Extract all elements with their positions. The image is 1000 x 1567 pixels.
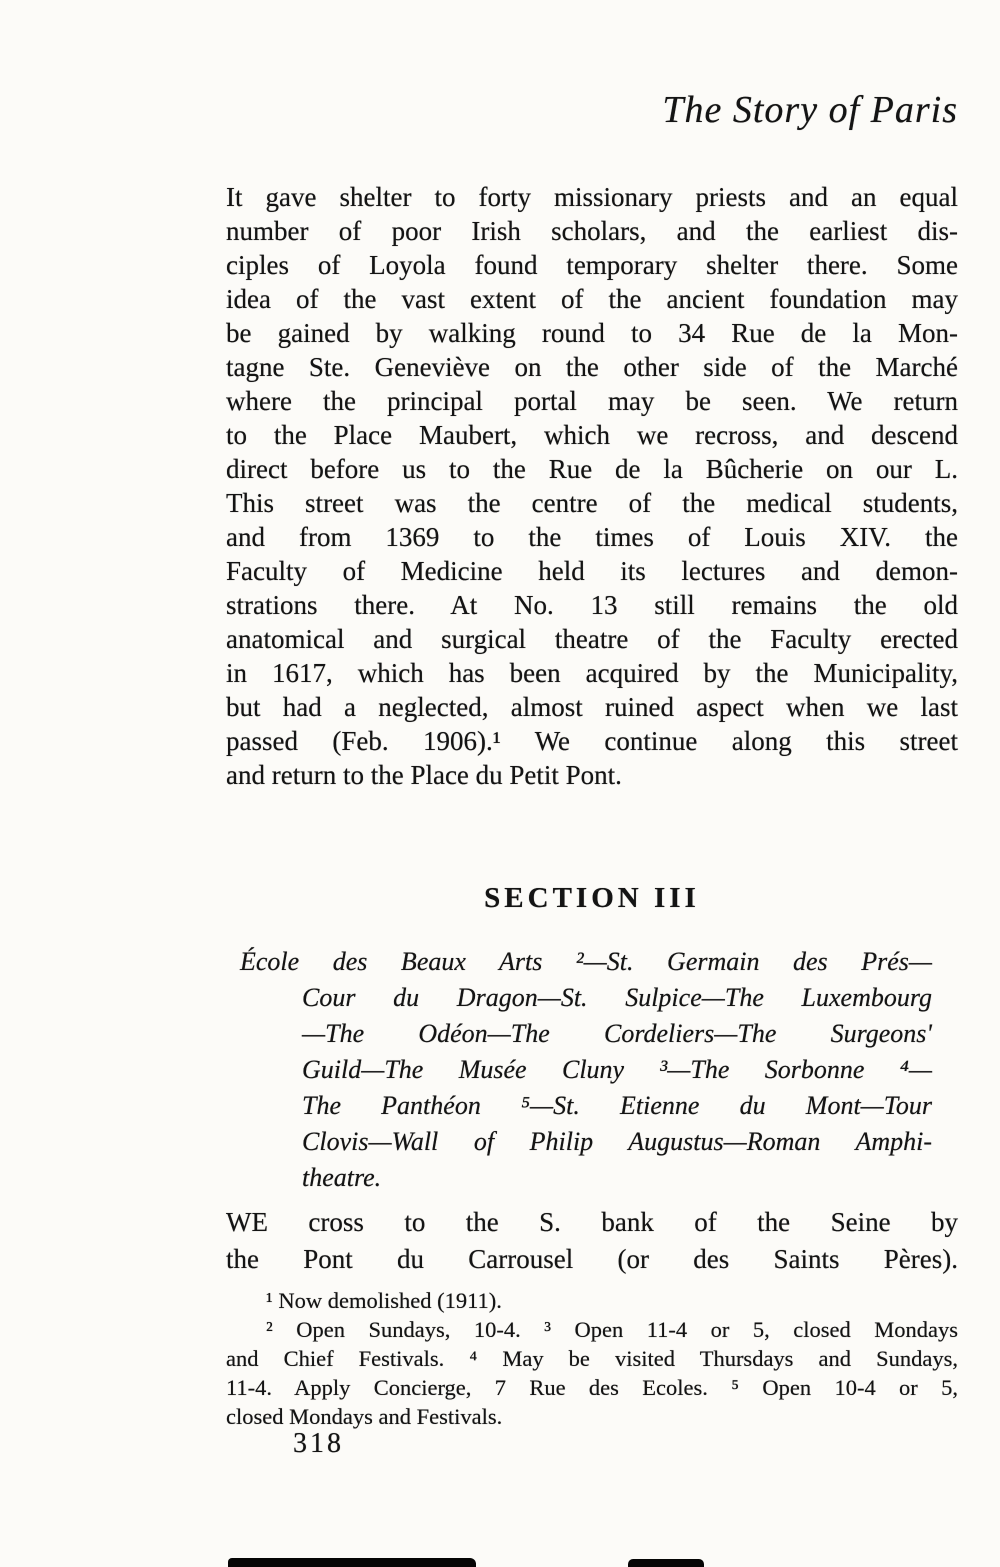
text-line: tagne Ste. Geneviève on the other side of the Marché xyxy=(226,352,958,382)
text-line: and from 1369 to the times of Louis XIV. the xyxy=(226,522,958,552)
text-line: idea of the vast extent of the ancient foundation may xyxy=(226,284,958,314)
text-line: It gave shelter to forty missionary priests and an equal xyxy=(226,182,958,212)
text-line: where the principal portal may be seen. We return xyxy=(226,386,958,416)
text-line: and return to the Place du Petit Pont. xyxy=(226,760,622,790)
text-line: anatomical and surgical theatre of the Faculty erected xyxy=(226,624,958,654)
text-line: Cour du Dragon—St. Sulpice—The Luxembourg xyxy=(302,983,932,1012)
text-line: theatre. xyxy=(302,1163,382,1192)
text-line: Guild—The Musée Cluny ³—The Sorbonne ⁴— xyxy=(302,1055,932,1084)
text-line: strations there. At No. 13 still remains the old xyxy=(226,590,958,620)
text-line: ² Open Sundays, 10-4. ³ Open 11-4 or 5, closed Mondays xyxy=(266,1317,958,1342)
text-line: but had a neglected, almost ruined aspect when we last xyxy=(226,692,958,722)
text-line: Clovis—Wall of Philip Augustus—Roman Amphi- xyxy=(302,1127,932,1156)
text-line: in 1617, which has been acquired by the Municipality, xyxy=(226,658,958,688)
text-line: Faculty of Medicine held its lectures and demon- xyxy=(226,556,958,586)
text-line: —The Odéon—The Cordeliers—The Surgeons' xyxy=(302,1019,932,1048)
running-header-title: The Story of Paris xyxy=(662,89,958,131)
section-heading: SECTION III xyxy=(484,882,700,914)
text-line: École des Beaux Arts ²—St. Germain des Prés— xyxy=(240,947,932,976)
section-description xyxy=(240,944,932,1196)
text-line: to the Place Maubert, which we recross, and descend xyxy=(226,420,958,450)
scan-artifact xyxy=(628,1559,704,1567)
text-line: direct before us to the Rue de la Bûcherie on our L. xyxy=(226,454,958,484)
text-line: 11-4. Apply Concierge, 7 Rue des Ecoles. ⁵ Open 10-4 or 5, xyxy=(226,1375,958,1400)
text-line: WE cross to the S. bank of the Seine by xyxy=(226,1207,958,1237)
page-number: 318 xyxy=(293,1428,344,1459)
text-line: the Pont du Carrousel (or des Saints Pères). xyxy=(226,1244,958,1274)
text-line: closed Mondays and Festivals. xyxy=(226,1404,503,1429)
text-line: ¹ Now demolished (1911). xyxy=(266,1288,502,1313)
footnotes xyxy=(226,1286,958,1431)
text-line: be gained by walking round to 34 Rue de la Mon- xyxy=(226,318,958,348)
paragraph-we-cross xyxy=(226,1204,958,1278)
text-line: The Panthéon ⁵—St. Etienne du Mont—Tour xyxy=(302,1091,932,1120)
text-line: and Chief Festivals. ⁴ May be visited Thursdays and Sundays, xyxy=(226,1346,958,1371)
text-line: This street was the centre of the medical students, xyxy=(226,488,958,518)
text-line: ciples of Loyola found temporary shelter there. Some xyxy=(226,250,958,280)
scan-artifact xyxy=(228,1558,476,1567)
text-line: passed (Feb. 1906).¹ We continue along this street xyxy=(226,726,958,756)
paragraph-main xyxy=(226,180,958,792)
text-line: number of poor Irish scholars, and the earliest dis- xyxy=(226,216,958,246)
